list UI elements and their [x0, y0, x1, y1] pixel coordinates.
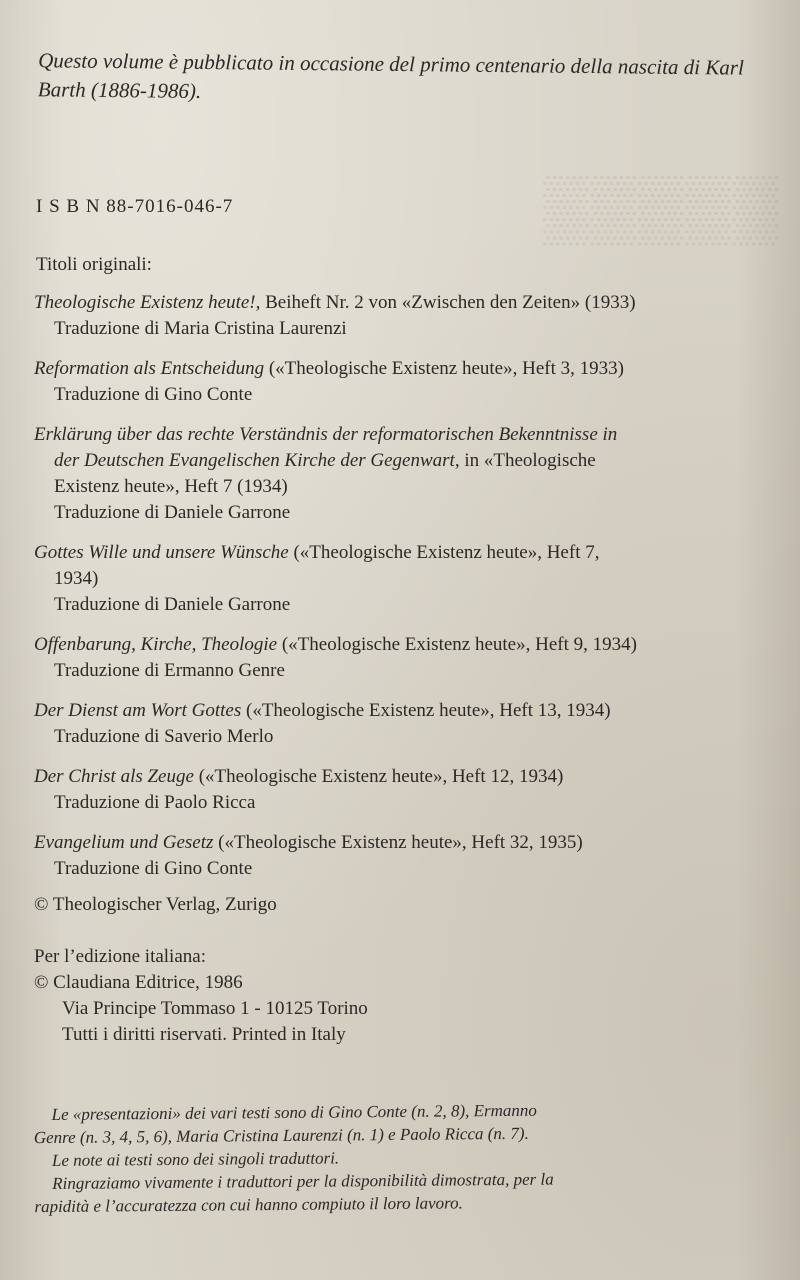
entry-title: Evangelium und Gesetz — [34, 832, 214, 853]
title-entry-2 — [34, 356, 754, 408]
entry-title: Gottes Wille und unsere Wünsche — [34, 542, 289, 563]
entry-source: («Theologische Existenz heute», Heft 13, 1934) — [241, 700, 611, 721]
title-entry-5 — [34, 632, 754, 684]
entry-translator: Traduzione di Saverio Merlo — [54, 726, 274, 747]
publisher-copyright: © Claudiana Editrice, 1986 — [34, 972, 243, 993]
entry-source: in «Theologische — [459, 450, 596, 471]
title-entry-1 — [34, 290, 754, 342]
entry-title: Offenbarung, Kirche, Theologie — [34, 634, 278, 655]
entry-source: («Theologische Existenz heute», Heft 7, — [288, 542, 600, 563]
entry-translator: Traduzione di Daniele Garrone — [54, 594, 291, 615]
entry-translator: Traduzione di Gino Conte — [54, 858, 253, 879]
entry-source: («Theologische Existenz heute», Heft 12, 1934) — [193, 766, 564, 787]
presentations-line-1: Le «presentazioni» dei vari testi sono di Gino Conte (n. 2, 8), Ermanno — [51, 1100, 537, 1124]
title-entry-4 — [34, 540, 754, 618]
bleed-through-text: ▒▒▒▒▒ — [543, 171, 780, 243]
title-entry-3 — [34, 422, 754, 526]
presentations-line-3: Le note ai testi sono dei singoli traduttori. — [51, 1148, 340, 1170]
entry-translator: Traduzione di Ermanno Genre — [54, 660, 285, 681]
presentations-line-2: Genre (n. 3, 4, 5, 6), Maria Cristina Laurenzi (n. 1) e Paolo Ricca (n. 7). — [33, 1123, 529, 1148]
entry-title: Theologische Existenz heute!, — [34, 292, 261, 313]
entry-source: («Theologische Existenz heute», Heft 9, 1934) — [277, 634, 637, 655]
presentations-line-4: Ringraziamo vivamente i traduttori per la disponibilità dimostrata, per la — [52, 1169, 554, 1193]
entry-title: Erklärung über das rechte Verständnis der reformatorischen Bekenntnisse in — [34, 424, 618, 445]
original-titles-list — [34, 290, 754, 896]
publisher-address: Via Principe Tommaso 1 - 10125 Torino — [62, 998, 368, 1019]
entry-source: («Theologische Existenz heute», Heft 32, 1935) — [213, 832, 583, 853]
entry-title: Der Christ als Zeuge — [34, 766, 194, 787]
original-titles-label: Titoli originali: — [36, 254, 152, 275]
italian-edition-label: Per l’edizione italiana: — [34, 946, 206, 967]
entry-title: Reformation als Entscheidung — [34, 358, 265, 379]
entry-translator: Traduzione di Paolo Ricca — [54, 792, 256, 813]
entry-source-continued: 1934) — [54, 568, 99, 589]
title-entry-8 — [34, 830, 754, 882]
entry-translator: Traduzione di Maria Cristina Laurenzi — [54, 318, 347, 339]
entry-title-continued: der Deutschen Evangelischen Kirche der Gegenwart, — [54, 450, 460, 471]
entry-source: («Theologische Existenz heute», Heft 3, 1933) — [264, 358, 624, 379]
rights-notice: Tutti i diritti riservati. Printed in Italy — [62, 1024, 346, 1045]
title-entry-6 — [34, 698, 754, 750]
isbn: I S B N 88-7016-046-7 — [36, 196, 234, 217]
italian-edition-block — [34, 944, 368, 1048]
title-entry-7 — [34, 764, 754, 816]
entry-translator: Traduzione di Daniele Garrone — [54, 502, 291, 523]
entry-source: Beiheft Nr. 2 von «Zwischen den Zeiten» (1933) — [260, 292, 636, 313]
presentations-line-5: rapidità e l’accuratezza con cui hanno compiuto il loro lavoro. — [34, 1193, 463, 1217]
entry-title: Der Dienst am Wort Gottes — [34, 700, 242, 721]
entry-source-continued: Existenz heute», Heft 7 (1934) — [54, 476, 288, 497]
presentations-note — [34, 1097, 755, 1218]
original-copyright: © Theologischer Verlag, Zurigo — [34, 894, 277, 915]
dedication-note: Questo volume è pubblicato in occasione del primo centenario della nascita di Karl Barth (1886-1986). — [37, 48, 744, 103]
entry-translator: Traduzione di Gino Conte — [54, 384, 253, 405]
